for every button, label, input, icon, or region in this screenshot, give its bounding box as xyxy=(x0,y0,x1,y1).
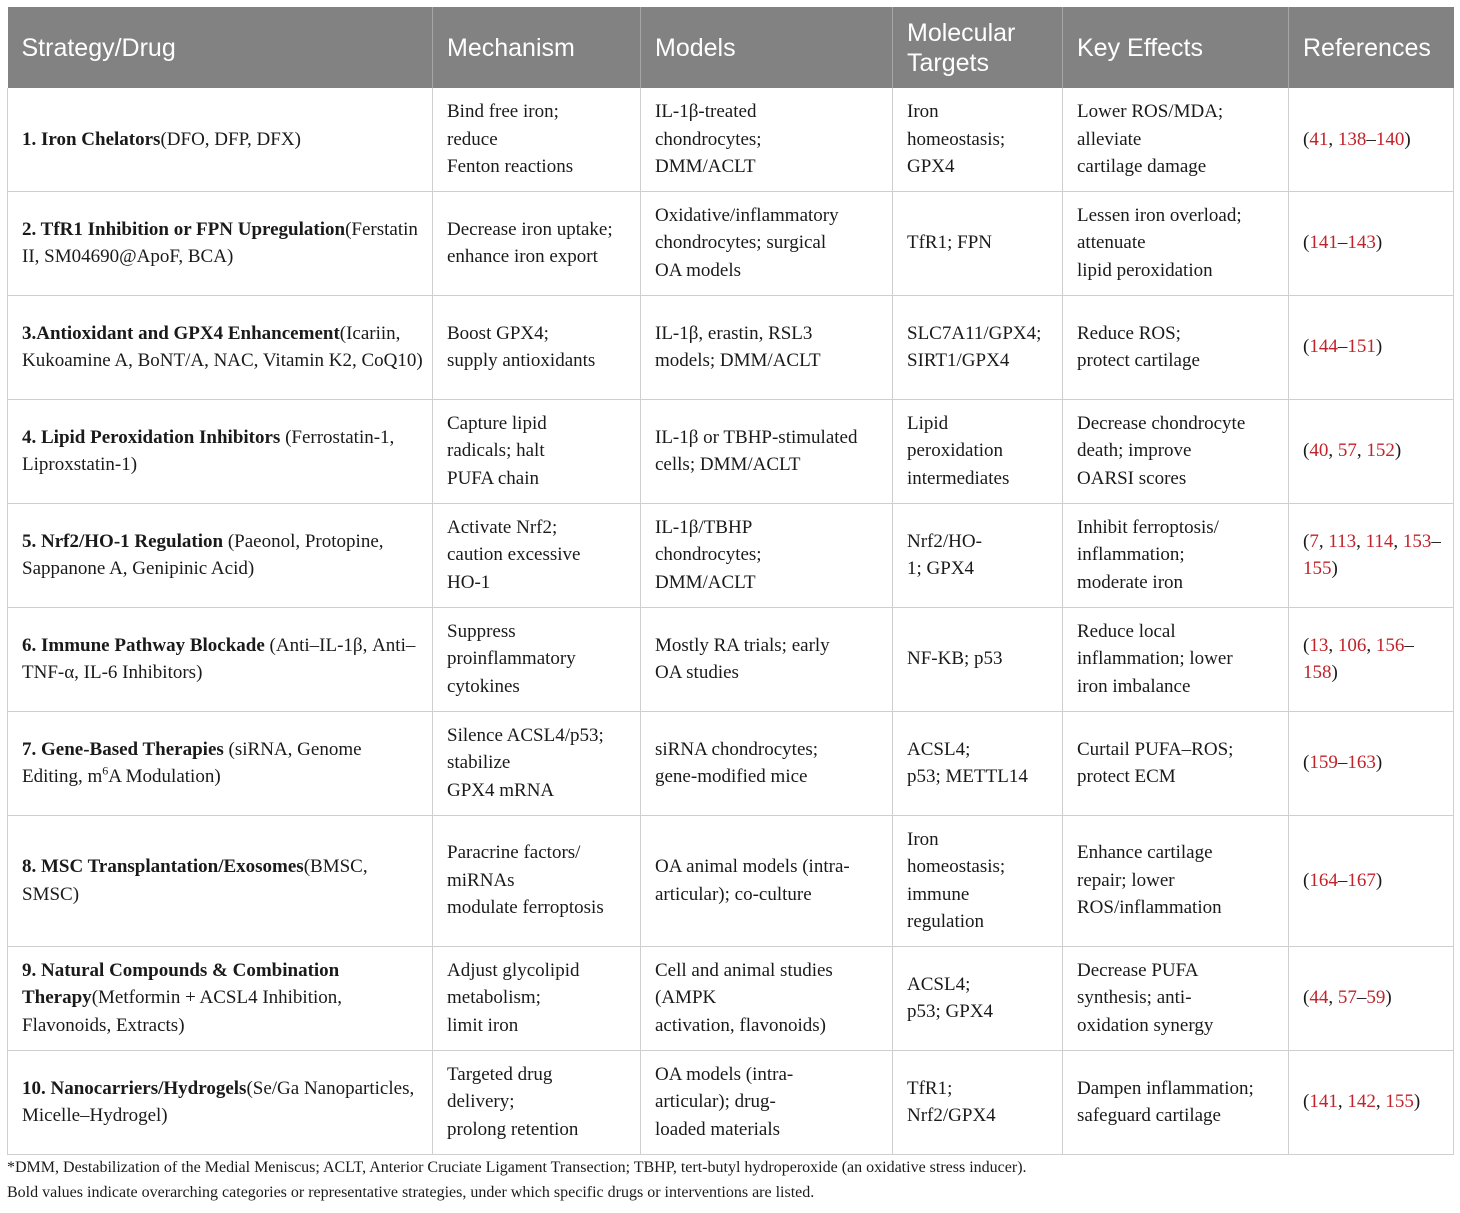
cell-mechanism-line: delivery; xyxy=(447,1091,515,1113)
reference-link[interactable]: 159 xyxy=(1309,752,1338,774)
strategy-superscript: 6 xyxy=(102,763,109,778)
cell-molecular-targets xyxy=(893,295,1063,399)
reference-link[interactable]: 44 xyxy=(1309,987,1329,1009)
table-row xyxy=(8,946,1454,1050)
cell-strategy xyxy=(8,295,433,399)
cell-molecular-targets-line: homeostasis; xyxy=(907,856,1006,877)
cell-key-effects-line: Decrease chondrocyte xyxy=(1077,412,1246,434)
cell-mechanism-line: reduce xyxy=(447,128,498,150)
reference-link[interactable]: 138 xyxy=(1337,128,1367,150)
cell-mechanism-line: caution excessive xyxy=(447,544,581,566)
cell-key-effects-line: inflammation; lower xyxy=(1077,648,1233,670)
strategy-category: 10. Nanocarriers/Hydrogels xyxy=(22,1077,247,1099)
cell-molecular-targets xyxy=(893,503,1063,607)
cell-molecular-targets xyxy=(893,607,1063,711)
reference-link[interactable]: 164 xyxy=(1309,869,1338,891)
reference-link[interactable]: 167 xyxy=(1347,869,1376,891)
cell-mechanism xyxy=(433,503,641,607)
cell-models xyxy=(641,946,893,1050)
cell-key-effects-line: Curtail PUFA–ROS; xyxy=(1077,738,1234,760)
cell-models-line: IL-1β-treated xyxy=(655,101,757,122)
cell-molecular-targets xyxy=(893,1050,1063,1154)
cell-mechanism xyxy=(433,711,641,815)
cell-mechanism xyxy=(433,295,641,399)
cell-key-effects-line: moderate iron xyxy=(1077,571,1184,593)
reference-link[interactable]: 156 xyxy=(1375,634,1405,656)
cell-models-line: OA animal models (intra- xyxy=(655,856,850,877)
cell-key-effects xyxy=(1063,711,1289,815)
cell-molecular-targets xyxy=(893,815,1063,946)
cell-molecular-targets xyxy=(893,399,1063,503)
cell-mechanism-line: Fenton reactions xyxy=(447,156,574,177)
reference-link[interactable]: 41 xyxy=(1309,128,1329,150)
strategy-drugs: (Se/Ga Nanoparticles, Micelle–Hydrogel) xyxy=(22,1077,415,1126)
cell-strategy xyxy=(8,191,433,295)
strategy-category: 9. Natural Compounds & Combination Therapy xyxy=(22,959,340,1009)
cell-models-line: chondrocytes; surgical xyxy=(655,232,827,254)
cell-mechanism-line: modulate ferroptosis xyxy=(447,897,604,919)
reference-link[interactable]: 141 xyxy=(1309,1091,1338,1113)
cell-key-effects-line: lipid peroxidation xyxy=(1077,259,1213,281)
cell-models-line: cells; DMM/ACLT xyxy=(655,454,801,475)
cell-molecular-targets-line: SIRT1/GPX4 xyxy=(907,350,1010,371)
cell-key-effects-line: Dampen inflammation; xyxy=(1077,1077,1254,1099)
cell-models-line: (AMPK xyxy=(655,987,717,1009)
cell-models-line: gene-modified mice xyxy=(655,766,808,787)
cell-key-effects xyxy=(1063,503,1289,607)
reference-link[interactable]: 158 xyxy=(1303,662,1332,683)
cell-mechanism xyxy=(433,88,641,191)
cell-key-effects-line: oxidation synergy xyxy=(1077,1014,1214,1036)
cell-key-effects-line: death; improve xyxy=(1077,440,1192,462)
cell-key-effects-line: safeguard cartilage xyxy=(1077,1105,1221,1126)
cell-references[interactable]: (44, 57–59) xyxy=(1289,946,1454,1050)
cell-key-effects-line: synthesis; anti- xyxy=(1077,987,1192,1009)
cell-models-line: activation, flavonoids) xyxy=(655,1014,826,1036)
cell-molecular-targets-line: p53; GPX4 xyxy=(907,1001,994,1022)
cell-mechanism-line: metabolism; xyxy=(447,987,541,1009)
reference-link[interactable]: 7 xyxy=(1309,530,1319,552)
cell-strategy xyxy=(8,1050,433,1154)
cell-key-effects-line: attenuate xyxy=(1077,232,1146,254)
cell-references[interactable]: (159–163) xyxy=(1289,711,1454,815)
cell-models xyxy=(641,191,893,295)
header-mechanism: Mechanism xyxy=(433,7,641,88)
cell-references[interactable]: (7, 113, 114, 153–155) xyxy=(1289,503,1454,607)
strategy-drugs-cont: A Modulation) xyxy=(108,766,221,787)
header-models: Models xyxy=(641,7,893,88)
table-row xyxy=(8,711,1454,815)
cell-mechanism-line: radicals; halt xyxy=(447,440,545,462)
reference-link[interactable]: 142 xyxy=(1347,1091,1376,1113)
cell-key-effects-line: OARSI scores xyxy=(1077,467,1187,489)
cell-mechanism-line: Bind free iron; xyxy=(447,101,559,122)
cell-key-effects-line: Lessen iron overload; xyxy=(1077,204,1242,226)
strategy-drugs: (siRNA, Genome Editing, m xyxy=(22,738,362,787)
cell-molecular-targets-line: GPX4 xyxy=(907,156,955,177)
cell-models-line: DMM/ACLT xyxy=(655,571,756,593)
cell-references[interactable]: (40, 57, 152) xyxy=(1289,399,1454,503)
cell-models-line: IL-1β/TBHP xyxy=(655,516,753,538)
cell-references[interactable]: (141, 142, 155) xyxy=(1289,1050,1454,1154)
cell-mechanism-line: Activate Nrf2; xyxy=(447,516,558,538)
cell-models-line: chondrocytes; xyxy=(655,544,762,566)
cell-mechanism xyxy=(433,1050,641,1154)
cell-mechanism xyxy=(433,399,641,503)
reference-link[interactable]: 155 xyxy=(1303,558,1332,579)
table-container xyxy=(7,7,1453,1155)
cell-key-effects xyxy=(1063,607,1289,711)
reference-link[interactable]: 141 xyxy=(1309,232,1338,254)
cell-models-line: articular); drug- xyxy=(655,1091,776,1113)
header-references: References xyxy=(1289,7,1454,88)
cell-strategy xyxy=(8,503,433,607)
strategy-category: 3.Antioxidant and GPX4 Enhancement xyxy=(22,322,340,344)
strategy-drugs: (Icariin, Kukoamine A, BoNT/A, NAC, Vitamin K2, CoQ10) xyxy=(22,322,423,371)
cell-key-effects-line: Reduce local xyxy=(1077,620,1176,642)
cell-models-line: articular); co-culture xyxy=(655,883,812,905)
reference-link[interactable]: 113 xyxy=(1328,530,1357,552)
header-key-effects: Key Effects xyxy=(1063,7,1289,88)
reference-link[interactable]: 106 xyxy=(1337,634,1367,656)
strategy-category: 7. Gene-Based Therapies xyxy=(22,738,224,760)
reference-link[interactable]: 144 xyxy=(1309,336,1338,358)
cell-key-effects-line: inflammation; xyxy=(1077,544,1185,566)
cell-key-effects-line: Reduce ROS; xyxy=(1077,322,1181,344)
strategy-drugs: (Paeonol, Protopine, Sappanone A, Genipinic Acid) xyxy=(22,530,384,579)
cell-molecular-targets-line: intermediates xyxy=(907,467,1010,489)
reference-link[interactable]: 57 xyxy=(1337,440,1357,462)
cell-models xyxy=(641,399,893,503)
cell-models-line: DMM/ACLT xyxy=(655,156,756,177)
cell-molecular-targets-line: Nrf2/HO- xyxy=(907,530,982,552)
cell-molecular-targets xyxy=(893,191,1063,295)
table-row xyxy=(8,1050,1454,1154)
cell-molecular-targets-line: peroxidation xyxy=(907,440,1004,462)
cell-molecular-targets-line: immune xyxy=(907,883,970,905)
cell-key-effects-line: alleviate xyxy=(1077,128,1142,150)
cell-mechanism-line: limit iron xyxy=(447,1014,519,1036)
reference-link[interactable]: 151 xyxy=(1347,336,1376,358)
cell-models-line: models; DMM/ACLT xyxy=(655,350,821,371)
cell-models xyxy=(641,815,893,946)
table-row xyxy=(8,88,1454,191)
table-row xyxy=(8,815,1454,946)
table-row xyxy=(8,607,1454,711)
cell-models xyxy=(641,1050,893,1154)
table-header-row xyxy=(8,7,1454,88)
cell-molecular-targets-line: ACSL4; xyxy=(907,973,971,995)
cell-references[interactable]: (144–151) xyxy=(1289,295,1454,399)
cell-key-effects xyxy=(1063,1050,1289,1154)
cell-key-effects-line: Decrease PUFA xyxy=(1077,959,1199,981)
reference-link[interactable]: 13 xyxy=(1309,634,1329,656)
cell-strategy xyxy=(8,946,433,1050)
cell-molecular-targets-line: TfR1; FPN xyxy=(907,232,992,254)
cell-references[interactable]: (13, 106, 156–158) xyxy=(1289,607,1454,711)
cell-strategy xyxy=(8,815,433,946)
cell-mechanism-line: GPX4 mRNA xyxy=(447,779,555,801)
header-molecular-targets: Molecular Targets xyxy=(893,7,1063,88)
cell-molecular-targets xyxy=(893,946,1063,1050)
cell-molecular-targets-line: SLC7A11/GPX4; xyxy=(907,322,1042,344)
strategy-drugs: (BMSC, SMSC) xyxy=(22,856,368,905)
cell-mechanism xyxy=(433,946,641,1050)
cell-molecular-targets xyxy=(893,711,1063,815)
cell-key-effects-line: Enhance cartilage xyxy=(1077,842,1213,864)
strategy-drugs: (Ferstatin II, SM04690@ApoF, BCA) xyxy=(22,218,418,267)
strategy-drugs: (Ferrostatin-1, Liproxstatin-1) xyxy=(22,426,395,475)
reference-link[interactable]: 140 xyxy=(1375,128,1405,150)
cell-key-effects-line: ROS/inflammation xyxy=(1077,897,1222,919)
header-strategy: Strategy/Drug xyxy=(8,7,433,88)
cell-models-line: IL-1β or TBHP-stimulated xyxy=(655,426,858,448)
cell-key-effects xyxy=(1063,88,1289,191)
cell-mechanism-line: stabilize xyxy=(447,752,511,774)
cell-mechanism xyxy=(433,815,641,946)
strategy-category: 5. Nrf2/HO-1 Regulation xyxy=(22,530,224,552)
cell-mechanism xyxy=(433,191,641,295)
cell-molecular-targets-line: ACSL4; xyxy=(907,738,971,760)
cell-mechanism-line: Suppress xyxy=(447,620,516,642)
cell-models xyxy=(641,711,893,815)
cell-key-effects xyxy=(1063,946,1289,1050)
table-row xyxy=(8,503,1454,607)
cell-key-effects-line: iron imbalance xyxy=(1077,675,1191,697)
strategy-category: 8. MSC Transplantation/Exosomes xyxy=(22,856,304,877)
cell-strategy xyxy=(8,88,433,191)
cell-strategy xyxy=(8,607,433,711)
cell-mechanism-line: Adjust glycolipid xyxy=(447,959,580,981)
cell-key-effects xyxy=(1063,815,1289,946)
cell-references[interactable]: (41, 138–140) xyxy=(1289,88,1454,191)
cell-references[interactable]: (164–167) xyxy=(1289,815,1454,946)
cell-key-effects xyxy=(1063,399,1289,503)
strategies-table xyxy=(7,7,1454,1155)
strategy-drugs: (DFO, DFP, DFX) xyxy=(160,128,301,150)
cell-molecular-targets-line: Nrf2/GPX4 xyxy=(907,1105,996,1126)
cell-models-line: loaded materials xyxy=(655,1118,781,1140)
table-footnote xyxy=(7,1155,1453,1205)
reference-link[interactable]: 155 xyxy=(1385,1091,1414,1113)
cell-mechanism-line: Paracrine factors/ xyxy=(447,842,581,864)
strategy-drugs: (Metformin + ACSL4 Inhibition, Flavonoids, Extracts) xyxy=(22,987,343,1036)
cell-molecular-targets xyxy=(893,88,1063,191)
cell-models-line: Mostly RA trials; early xyxy=(655,634,830,656)
cell-models-line: chondrocytes; xyxy=(655,128,762,150)
cell-key-effects xyxy=(1063,191,1289,295)
cell-mechanism-line: cytokines xyxy=(447,675,520,697)
cell-molecular-targets-line: TfR1; xyxy=(907,1077,953,1099)
cell-models-line: OA models xyxy=(655,259,742,281)
strategy-category: 6. Immune Pathway Blockade xyxy=(22,634,265,656)
cell-mechanism-line: PUFA chain xyxy=(447,467,540,489)
cell-strategy xyxy=(8,399,433,503)
footnote-abbreviations: *DMM, Destabilization of the Medial Meniscus; ACLT, Anterior Cruciate Ligament Transection; TBHP, tert-butyl hydroperoxide (an oxidative stress inducer). xyxy=(7,1159,1027,1176)
reference-link[interactable]: 59 xyxy=(1366,987,1386,1009)
cell-molecular-targets-line: Iron xyxy=(907,101,939,122)
cell-models-line: siRNA chondrocytes; xyxy=(655,738,819,760)
strategy-category: 2. TfR1 Inhibition or FPN Upregulation xyxy=(22,218,346,240)
cell-molecular-targets-line: 1; GPX4 xyxy=(907,558,975,579)
table-row xyxy=(8,295,1454,399)
cell-molecular-targets-line: p53; METTL14 xyxy=(907,766,1028,787)
cell-models-line: Cell and animal studies xyxy=(655,959,833,981)
cell-molecular-targets-line: Iron xyxy=(907,828,939,850)
strategy-category: 1. Iron Chelators xyxy=(22,128,161,150)
cell-molecular-targets-line: homeostasis; xyxy=(907,128,1006,150)
table-row xyxy=(8,191,1454,295)
strategy-category: 4. Lipid Peroxidation Inhibitors xyxy=(22,426,281,448)
cell-key-effects-line: cartilage damage xyxy=(1077,156,1207,177)
cell-mechanism-line: Capture lipid xyxy=(447,412,547,434)
reference-link[interactable]: 163 xyxy=(1347,752,1376,774)
cell-mechanism-line: Targeted drug xyxy=(447,1063,553,1085)
cell-mechanism-line: Silence ACSL4/p53; xyxy=(447,724,604,746)
cell-molecular-targets-line: NF-KB; p53 xyxy=(907,648,1003,670)
cell-models-line: OA models (intra- xyxy=(655,1063,794,1085)
cell-models xyxy=(641,295,893,399)
reference-link[interactable]: 143 xyxy=(1347,232,1376,254)
reference-link[interactable]: 114 xyxy=(1365,530,1394,552)
reference-link[interactable]: 153 xyxy=(1402,530,1432,552)
cell-key-effects-line: Lower ROS/MDA; xyxy=(1077,101,1224,122)
cell-mechanism-line: enhance iron export xyxy=(447,246,598,267)
cell-strategy xyxy=(8,711,433,815)
cell-models-line: Oxidative/inflammatory xyxy=(655,204,839,226)
cell-key-effects-line: repair; lower xyxy=(1077,869,1175,891)
cell-mechanism-line: Boost GPX4; xyxy=(447,322,549,344)
table-row xyxy=(8,399,1454,503)
footnote-bold-note: Bold values indicate overarching categories or representative strategies, under which specific drugs or interventions are listed. xyxy=(7,1184,815,1201)
cell-key-effects-line: protect cartilage xyxy=(1077,350,1200,371)
cell-mechanism-line: Decrease iron uptake; xyxy=(447,218,613,240)
cell-key-effects xyxy=(1063,295,1289,399)
cell-key-effects-line: Inhibit ferroptosis/ xyxy=(1077,516,1219,538)
cell-models-line: IL-1β, erastin, RSL3 xyxy=(655,322,813,344)
reference-link[interactable]: 152 xyxy=(1366,440,1395,462)
reference-link[interactable]: 57 xyxy=(1337,987,1357,1009)
cell-mechanism-line: supply antioxidants xyxy=(447,350,596,371)
cell-models-line: OA studies xyxy=(655,662,739,683)
cell-mechanism-line: miRNAs xyxy=(447,869,515,891)
cell-mechanism xyxy=(433,607,641,711)
cell-molecular-targets-line: regulation xyxy=(907,911,985,932)
cell-mechanism-line: prolong retention xyxy=(447,1118,579,1140)
cell-models xyxy=(641,607,893,711)
strategy-drugs: (Anti–IL-1β, Anti–TNF-α, IL-6 Inhibitors) xyxy=(22,634,416,683)
cell-mechanism-line: proinflammatory xyxy=(447,648,576,670)
cell-mechanism-line: HO-1 xyxy=(447,571,491,593)
cell-models xyxy=(641,503,893,607)
cell-models xyxy=(641,88,893,191)
cell-references[interactable]: (141–143) xyxy=(1289,191,1454,295)
cell-molecular-targets-line: Lipid xyxy=(907,412,949,434)
cell-key-effects-line: protect ECM xyxy=(1077,766,1176,787)
reference-link[interactable]: 40 xyxy=(1309,440,1329,462)
